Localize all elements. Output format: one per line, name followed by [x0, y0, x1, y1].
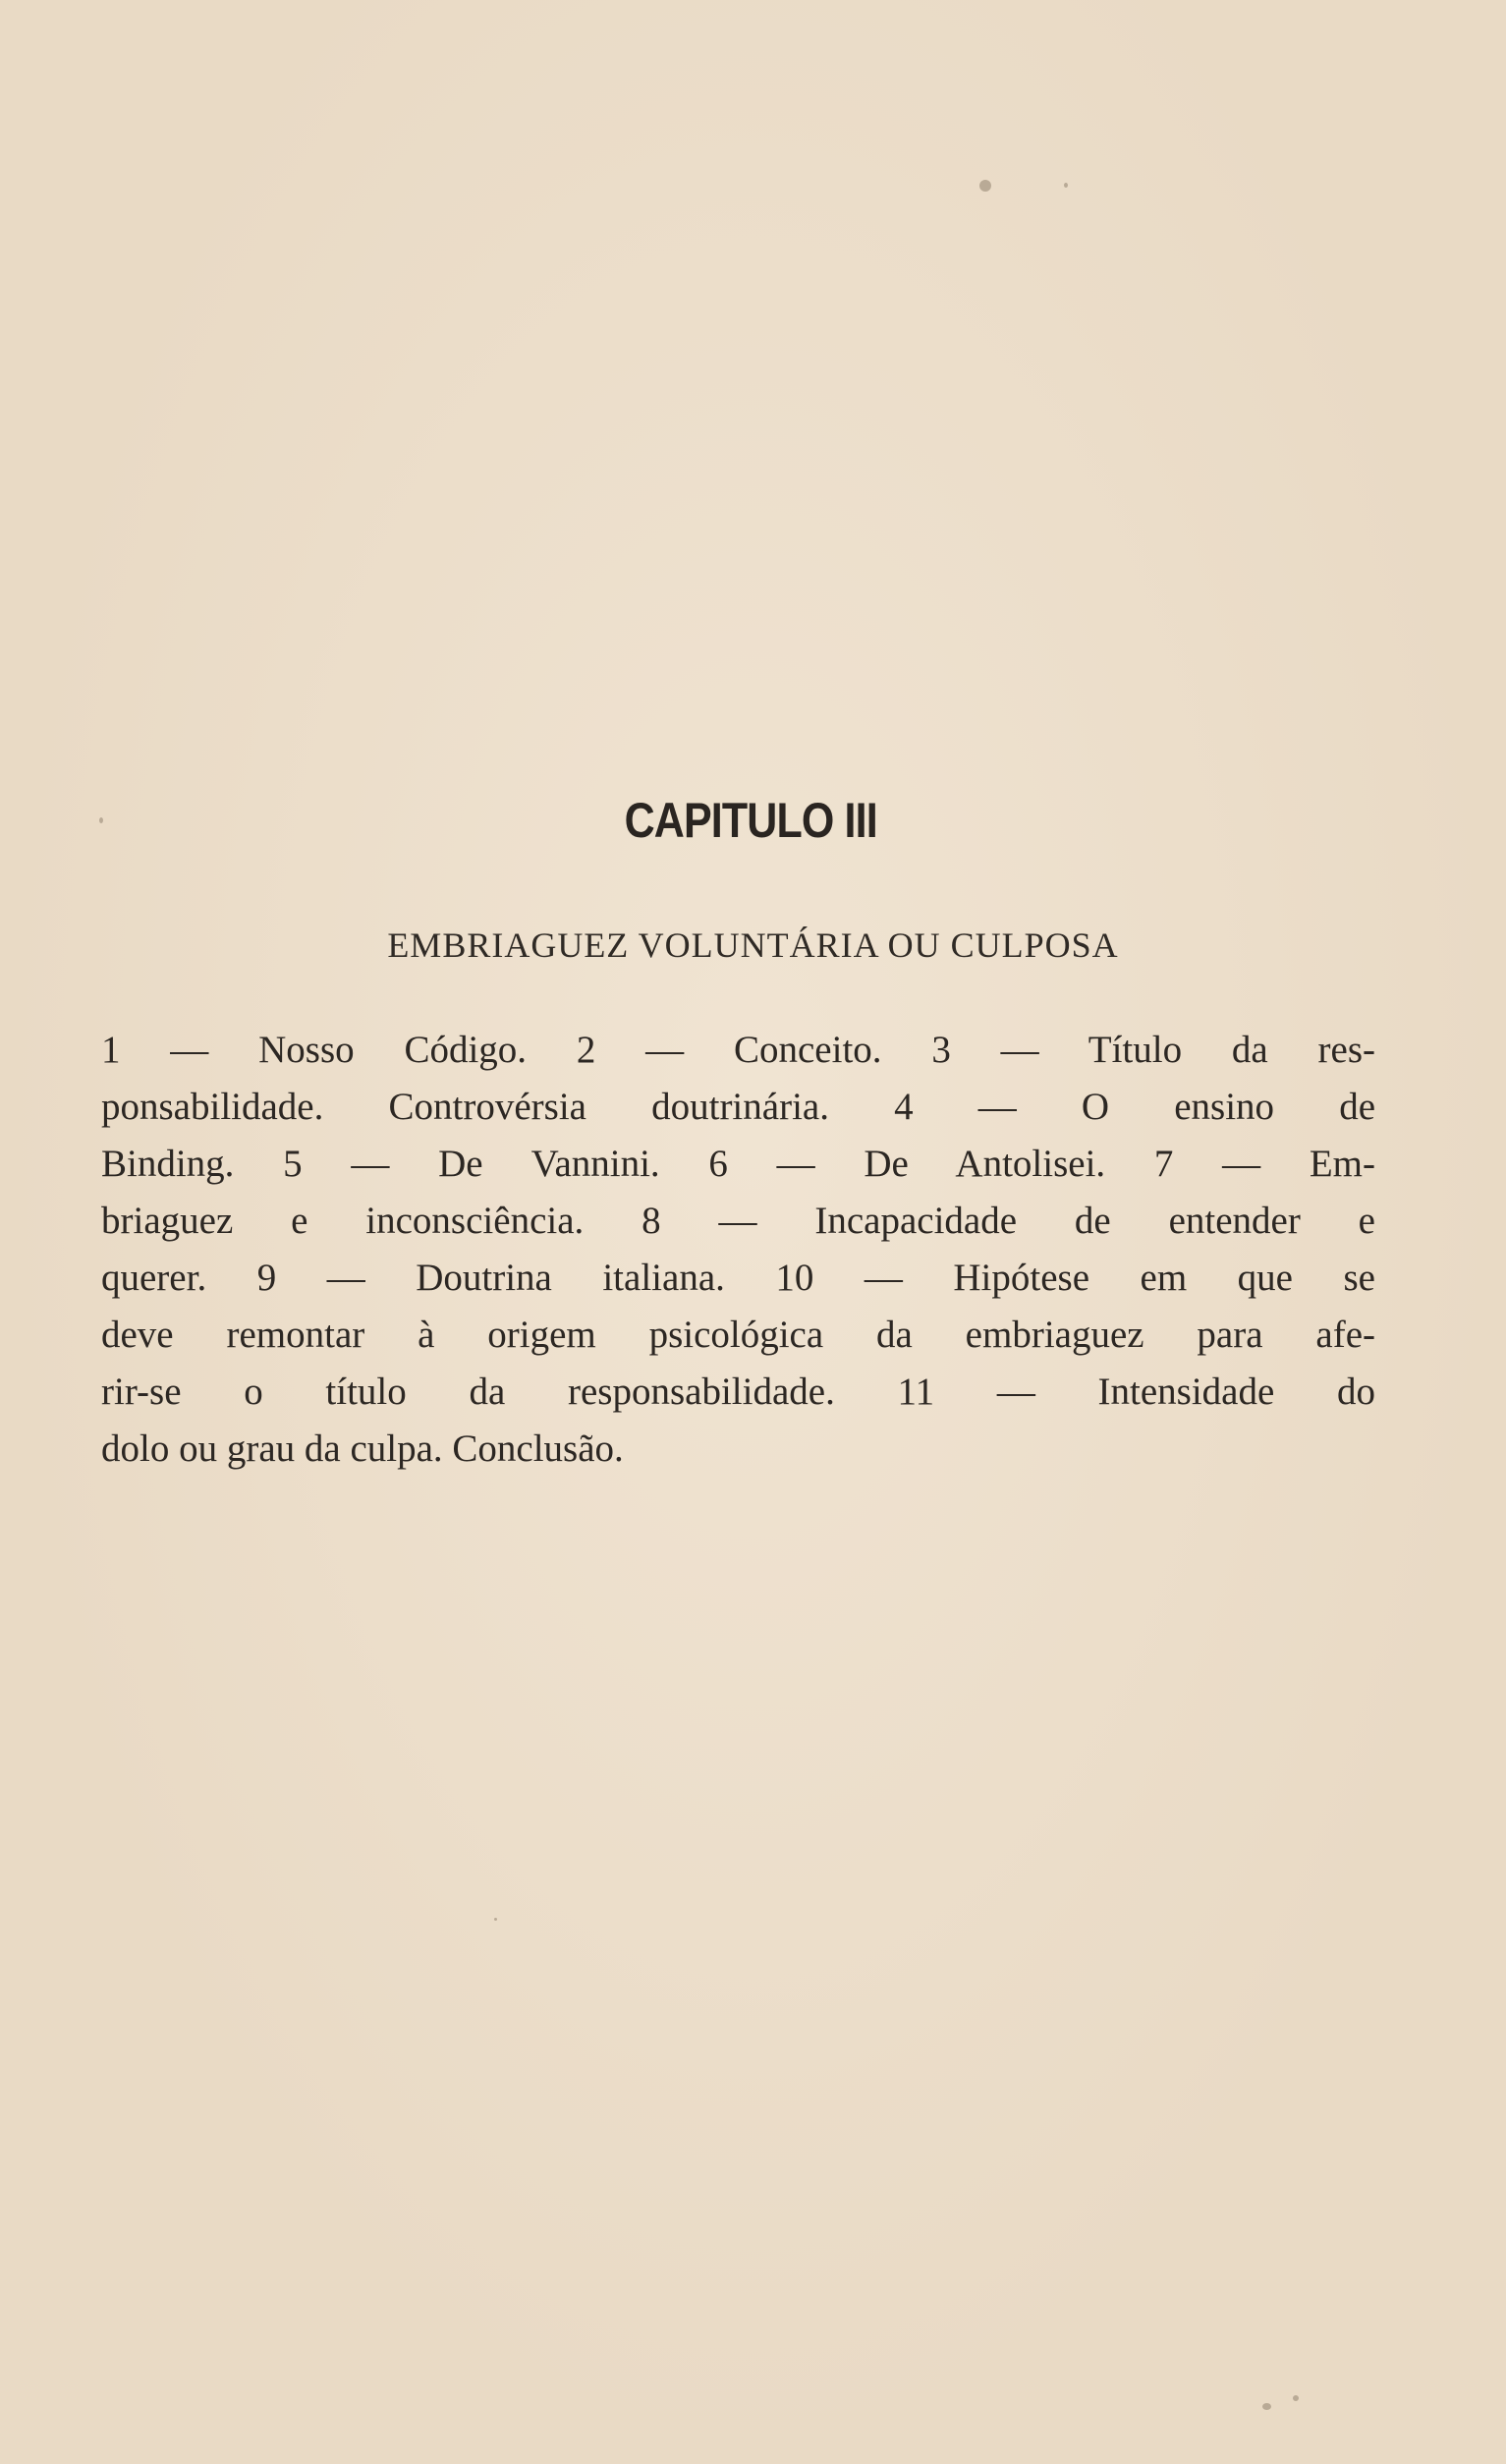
summary-line: briaguez e inconsciência. 8 — Incapacidade de entender e [101, 1200, 1375, 1242]
paper-speck [1064, 183, 1068, 188]
summary-line: rir-se o título da responsabilidade. 11 — Intensidade do [101, 1371, 1375, 1413]
summary-line: deve remontar à origem psicológica da embriaguez para afe- [101, 1314, 1375, 1356]
summary-line: 1 — Nosso Código. 2 — Conceito. 3 — Título da res- [101, 1029, 1375, 1071]
chapter-subtitle: EMBRIAGUEZ VOLUNTÁRIA OU CULPOSA [387, 925, 1119, 965]
summary-line: querer. 9 — Doutrina italiana. 10 — Hipótese em que se [101, 1257, 1375, 1299]
paper-speck [494, 1918, 497, 1921]
paper-speck [1262, 2403, 1271, 2410]
paper-speck [979, 180, 991, 192]
chapter-summary [101, 1022, 1375, 1478]
summary-line: ponsabilidade. Controvérsia doutrinária. 4 — O ensino de [101, 1086, 1375, 1128]
summary-line: dolo ou grau da culpa. Conclusão. [101, 1428, 624, 1470]
summary-line: Binding. 5 — De Vannini. 6 — De Antolisei. 7 — Em- [101, 1143, 1375, 1185]
chapter-title: CAPITULO III [624, 793, 877, 848]
paper-speck [1293, 2395, 1299, 2401]
